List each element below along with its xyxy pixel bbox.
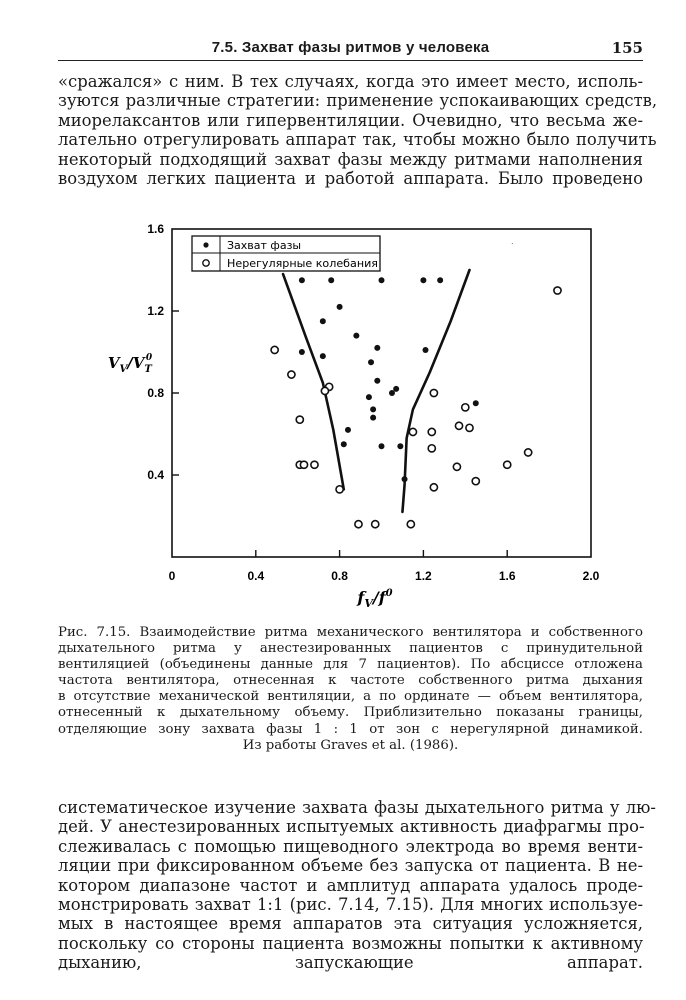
phase-lock-point [374,378,380,384]
legend [192,236,380,271]
text-line: слеживалась с помощью пищеводного электрода во время венти- [58,836,643,856]
x-axis-label: $f_V/f^0$ [357,588,393,610]
boundary-line [283,274,344,489]
phase-lock-point [320,353,326,359]
y-tick-label: 0.4 [147,468,164,482]
phase-lock-point [379,443,385,449]
irregular-point [428,428,435,435]
irregular-point [430,389,437,396]
phase-lock-point [299,349,305,355]
phase-lock-point [353,333,359,339]
legend-filled-dot-icon [203,242,208,247]
caption-line: в отсутствие механической вентиляции, а по ординате — объем вентилятора, [58,689,643,705]
phase-lock-point [366,394,372,400]
axis-tick-labels [147,222,599,583]
irregular-point [336,486,343,493]
text-line: систематическое изучение захвата фазы дыхательного ритма у лю- [58,798,656,817]
phase-lock-point [370,415,376,421]
caption-line: Рис. 7.15. Взаимодействие ритма механического вентилятора и собственного [58,625,643,640]
text-line: мых в настоящее время аппаратов эта ситуация усложняется, [58,914,643,934]
x-tick-label: 2.0 [582,569,600,583]
irregular-point [355,521,362,528]
phase-lock-point [437,277,443,283]
phase-lock-point [422,347,428,353]
text-line: лательно отрегулировать аппарат так, чтобы можно было получить [58,130,657,150]
phase-lock-point [337,304,343,310]
irregular-point [554,287,561,294]
irregular-point [321,387,328,394]
page-number: 155 [611,39,643,57]
caption-line: отделяющие зону захвата фазы 1 : 1 от зон с нерегулярной динамикой. [58,721,643,737]
irregular-point [428,445,435,452]
irregular-point [430,484,437,491]
phase-lock-point [345,427,351,433]
chapter-section-title: 7.5. Захват фазы ритмов у человека [211,39,490,56]
caption-line: частота вентилятора, отнесенная к частоте собственного ритма дыхания [58,673,643,689]
phase-lock-point [402,476,408,482]
irregular-point [407,521,414,528]
x-tick-label: 0 [168,569,176,583]
text-line: поскольку со стороны пациента возможны попытки к активному [58,933,643,953]
figure-caption [58,625,643,754]
phase-lock-point [299,277,305,283]
boundary-lines [283,270,469,512]
paragraph-bottom [58,798,656,973]
y-tick-label: 0.8 [147,386,164,400]
text-line: некоторый подходящий захват фазы между ритмами наполнения [58,149,643,169]
scan-speck: . [511,237,514,246]
irregular-point [409,428,416,435]
irregular-point [288,371,295,378]
irregular-point [296,416,303,423]
x-tick-label: 1.2 [415,569,432,583]
irregular-point [271,346,278,353]
text-line: зуются различные стратегии: применение успокаивающих средств, [58,91,658,111]
irregular-point [472,478,479,485]
irregular-point [504,461,511,468]
caption-line: отнесенный к дыхательному объему. Приблизительно показаны границы, [58,705,643,721]
phase-lock-point [341,441,347,447]
text-line: «сражался» с ним. В тех случаях, когда это имеет место, исполь- [58,72,643,91]
legend-entry-lock: Захват фазы [227,239,302,252]
phase-lock-point [370,406,376,412]
text-line: дыханию, запускающие аппарат. [58,953,643,973]
phase-lock-point [328,277,334,283]
text-line: воздухом легких пациента и работой аппарата. Было проведено [58,169,643,189]
phase-lock-point [368,359,374,365]
x-tick-label: 0.8 [331,569,348,583]
legend-entry-irregular: Нерегулярные колебания [227,257,378,270]
phase-lock-point [397,443,403,449]
axis-ticks [172,311,507,557]
text-line: котором диапазоне частот и амплитуд аппарата удалось проде- [58,875,643,895]
irregular-point [311,461,318,468]
irregular-point [466,424,473,431]
phase-lock-point [420,277,426,283]
irregular-point [455,422,462,429]
irregular-point [525,449,532,456]
text-line: дей. У анестезированных испытуемых активность диафрагмы про- [58,817,645,837]
caption-line: Из работы Graves et al. (1986). [242,737,459,753]
phase-lock-point [379,277,385,283]
caption-line: дыхательного ритма у анестезированных пациентов с принудительной [58,641,643,657]
text-line: монстрировать захват 1:1 (рис. 7.14, 7.15). Для многих используе- [58,895,644,915]
irregular-point [300,461,307,468]
phase-lock-point [473,400,479,406]
irregular-point [453,463,460,470]
x-tick-label: 1.6 [498,569,516,583]
caption-line: вентиляцией (объединены данные для 7 пациентов). По абсциссе отложена [58,657,643,673]
phase-lock-point [320,318,326,324]
text-line: ляции при фиксированном объеме без запуска от пациента. В не- [58,856,643,876]
text-line: миорелаксантов или гипервентиляции. Очевидно, что весьма же- [58,110,643,130]
y-tick-label: 1.2 [147,304,164,318]
phase-lock-point [393,386,399,392]
irregular-point [372,521,379,528]
y-axis-label: $V_V/V_T0$ [107,353,153,375]
irregular-point [462,404,469,411]
phase-lock-point [374,345,380,351]
x-tick-label: 0.4 [247,569,265,583]
y-tick-label: 1.6 [147,222,164,236]
